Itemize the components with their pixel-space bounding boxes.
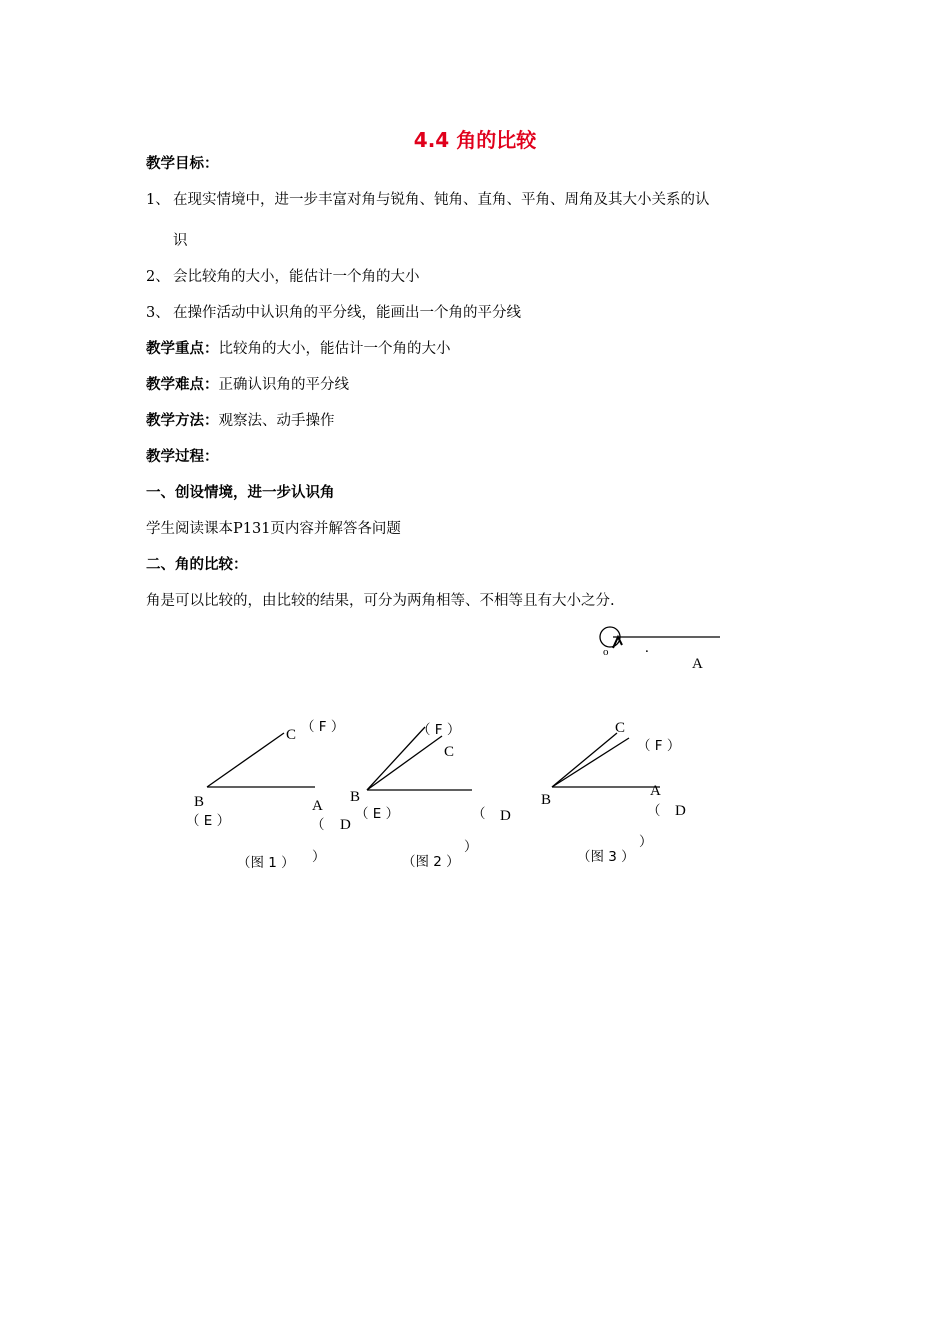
objective-number: 3、 bbox=[146, 305, 170, 321]
ray-bc bbox=[207, 733, 284, 787]
ray-bc bbox=[367, 736, 442, 790]
label-dot: . bbox=[645, 640, 649, 656]
objectives-heading: 教学目标： bbox=[146, 156, 219, 172]
process-heading: 教学过程： bbox=[146, 449, 219, 465]
objective-text: 在现实情境中，进一步丰富对角与锐角、钝角、直角、平角、周角及其大小关系的认 bbox=[173, 192, 710, 208]
section1-text: 学生阅读课本P131页内容并解答各问题 bbox=[146, 521, 401, 537]
objective-number: 2、 bbox=[146, 269, 170, 285]
difficulty-text: 正确认识角的平分线 bbox=[218, 377, 349, 393]
difficulty bbox=[146, 373, 349, 394]
objective-number: 1、 bbox=[146, 192, 170, 208]
figure-3 bbox=[541, 720, 686, 865]
page-title: 4.4 角的比较 bbox=[413, 128, 537, 152]
label-rparen: ） bbox=[312, 849, 326, 865]
label-d: D bbox=[500, 808, 511, 824]
label-b: B bbox=[194, 794, 205, 810]
objective-text-continued: 识 bbox=[173, 233, 188, 249]
label-c: C bbox=[286, 727, 297, 743]
rotation-sketch bbox=[600, 627, 720, 672]
label-f: （ F ） bbox=[301, 719, 345, 735]
label-b: B bbox=[541, 792, 552, 808]
label-d: D bbox=[340, 817, 351, 833]
label-rparen: ） bbox=[639, 834, 653, 850]
ray-bf bbox=[552, 738, 629, 787]
objective-text: 会比较角的大小，能估计一个角的大小 bbox=[173, 269, 420, 285]
label-a: A bbox=[312, 798, 323, 814]
label-o: o bbox=[603, 646, 609, 658]
section1-heading: 一、创设情境，进一步认识角 bbox=[146, 485, 335, 501]
figure-2 bbox=[350, 722, 511, 870]
label-e: （ E ） bbox=[186, 813, 231, 829]
method-text: 观察法、动手操作 bbox=[218, 413, 335, 429]
figure-caption: （图 2 ） bbox=[402, 854, 460, 870]
ray-bc bbox=[552, 733, 617, 787]
label-f: （ F ） bbox=[637, 738, 681, 754]
key-point-text: 比较角的大小，能估计一个角的大小 bbox=[218, 341, 451, 357]
label-f: （ F ） bbox=[417, 722, 461, 738]
label-e: （ E ） bbox=[355, 806, 400, 822]
difficulty-label: 教学难点： bbox=[146, 377, 219, 393]
figure-caption: （图 3 ） bbox=[577, 849, 635, 865]
key-point-label: 教学重点： bbox=[146, 341, 219, 357]
label-a: A bbox=[650, 783, 661, 799]
key-point bbox=[146, 337, 451, 358]
label-d: D bbox=[675, 803, 686, 819]
method bbox=[146, 409, 335, 430]
label-rparen: ） bbox=[464, 839, 478, 855]
figure-1 bbox=[186, 719, 351, 871]
section2-heading: 二、角的比较： bbox=[146, 557, 248, 573]
angle-comparison-figures bbox=[0, 600, 950, 890]
label-b: B bbox=[350, 789, 361, 805]
arrow-head-icon bbox=[613, 637, 622, 648]
method-label: 教学方法： bbox=[146, 413, 219, 429]
label-c: C bbox=[615, 720, 626, 736]
label-lparen: （ bbox=[311, 817, 325, 833]
label-c: C bbox=[444, 744, 455, 760]
label-lparen: （ bbox=[472, 806, 486, 822]
section2-text: 角是可以比较的，由比较的结果，可分为两角相等、不相等且有大小之分. bbox=[146, 593, 615, 609]
figure-caption: （图 1 ） bbox=[237, 855, 295, 871]
label-lparen: （ bbox=[647, 803, 661, 819]
objective-text: 在操作活动中认识角的平分线，能画出一个角的平分线 bbox=[173, 305, 521, 321]
label-a: A bbox=[692, 656, 703, 672]
